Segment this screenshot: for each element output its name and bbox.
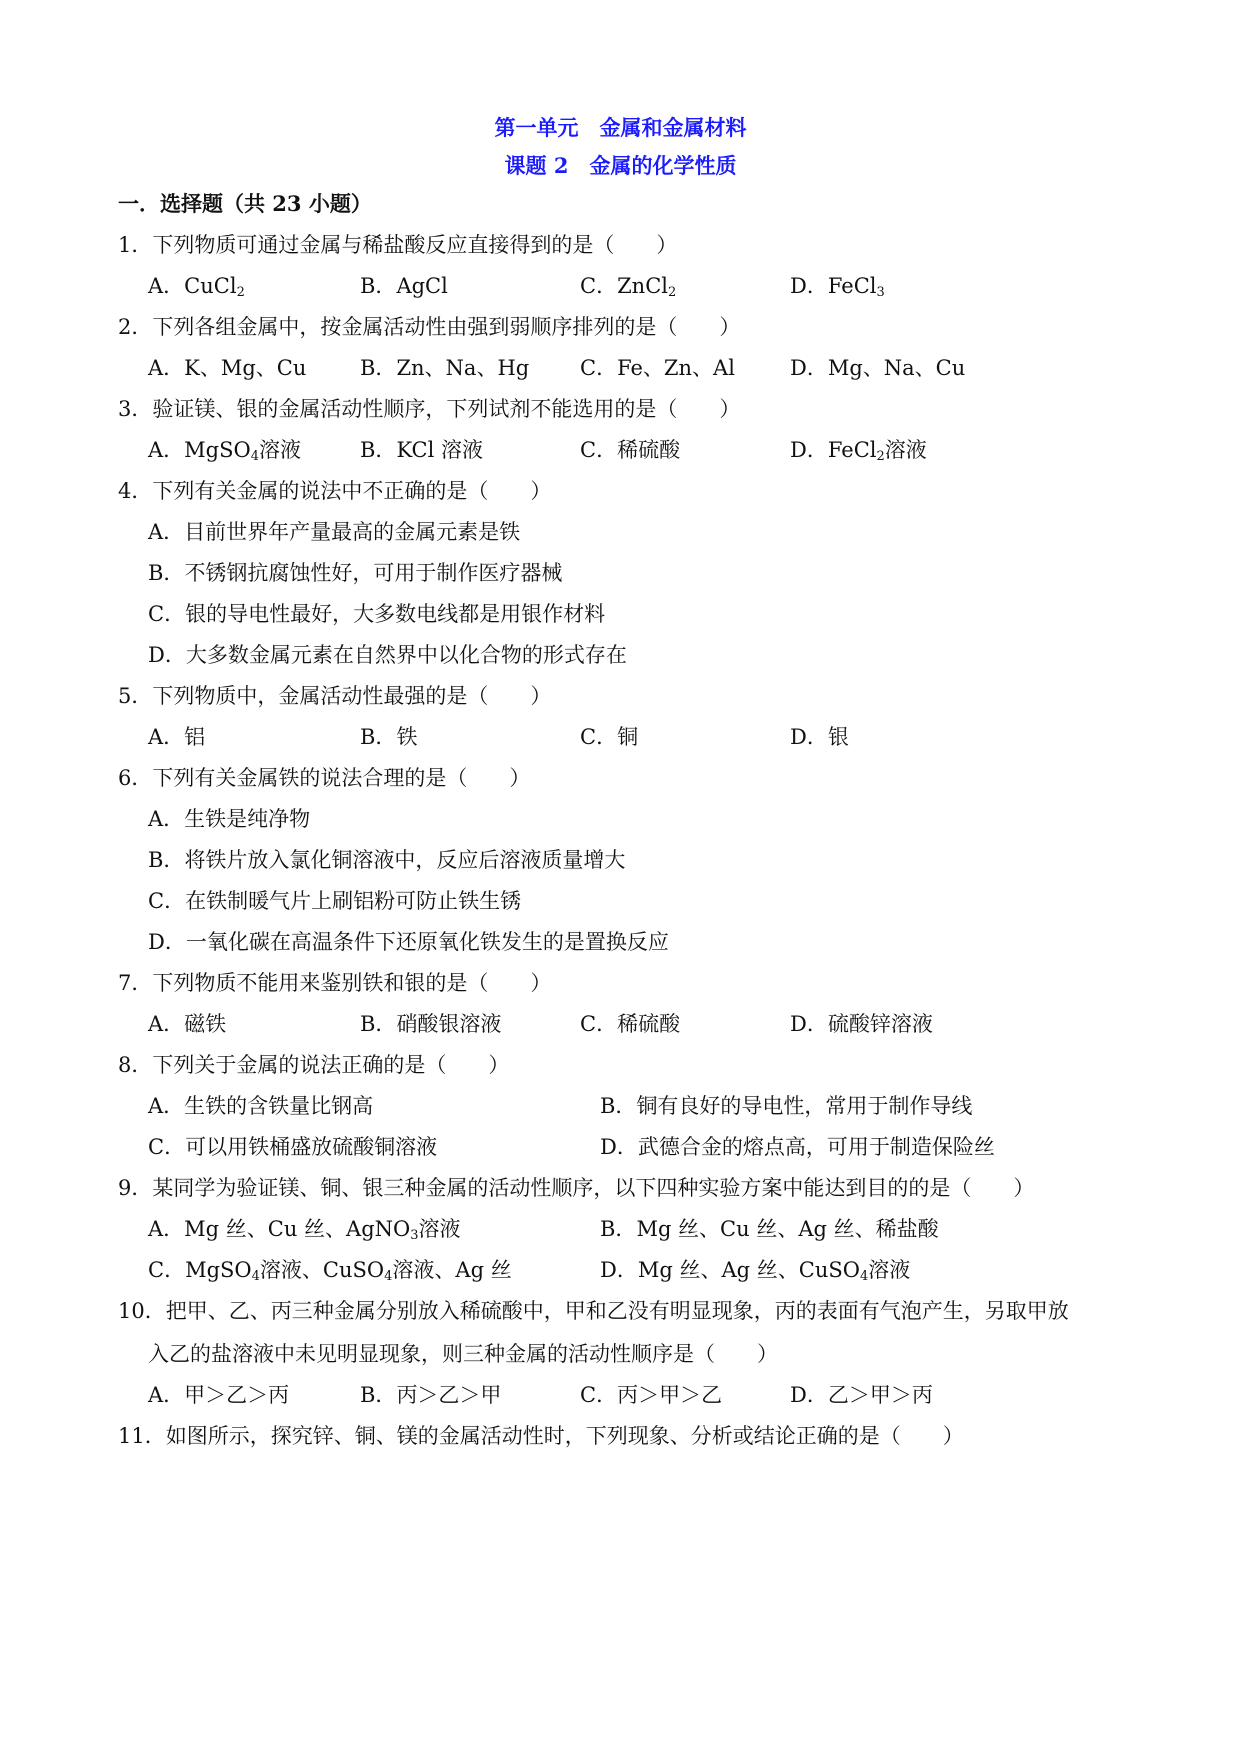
q8-option-c: C．可以用铁桶盛放硫酸铜溶液 (148, 1135, 438, 1159)
q6-option-d: D．一氧化碳在高温条件下还原氧化铁发生的是置换反应 (148, 930, 669, 954)
q8-option-a: A．生铁的含铁量比钢高 (148, 1094, 374, 1118)
q10-option-c: C．丙＞甲＞乙 (580, 1383, 723, 1407)
q2-option-a: A．K、Mg、Cu (148, 356, 307, 380)
q1-option-a: A．CuCl$_2$ (148, 274, 245, 300)
q3-option-b: B．KCl 溶液 (360, 438, 484, 462)
question-8-stem: 8．下列关于金属的说法正确的是（ ） (118, 1053, 510, 1077)
q3-option-a: A．MgSO$_4$溶液 (148, 438, 302, 464)
q4-option-a: A．目前世界年产量最高的金属元素是铁 (148, 520, 521, 544)
q1-option-b: B．AgCl (360, 274, 448, 298)
q8-option-b: B．铜有良好的导电性，常用于制作导线 (600, 1094, 973, 1118)
q4-option-c: C．银的导电性最好，大多数电线都是用银作材料 (148, 602, 606, 626)
q2-option-b: B．Zn、Na、Hg (360, 356, 530, 380)
q7-option-b: B．硝酸银溶液 (360, 1012, 502, 1036)
q10-option-d: D．乙＞甲＞丙 (790, 1383, 933, 1407)
question-3-stem: 3．验证镁、银的金属活动性顺序，下列试剂不能选用的是（ ） (118, 397, 741, 421)
q6-option-a: A．生铁是纯净物 (148, 807, 311, 831)
lesson-title: 课题 2 金属的化学性质 (504, 153, 737, 178)
q2-option-d: D．Mg、Na、Cu (790, 356, 966, 380)
q5-option-c: C．铜 (580, 725, 639, 749)
q8-option-d: D．武德合金的熔点高，可用于制造保险丝 (600, 1135, 995, 1159)
question-9-stem: 9．某同学为验证镁、铜、银三种金属的活动性顺序，以下四种实验方案中能达到目的的是（ ） (118, 1176, 1035, 1200)
q6-option-c: C．在铁制暖气片上刷铝粉可防止铁生锈 (148, 889, 522, 913)
q4-option-d: D．大多数金属元素在自然界中以化合物的形式存在 (148, 643, 627, 667)
question-4-stem: 4．下列有关金属的说法中不正确的是（ ） (118, 479, 552, 503)
q5-option-a: A．铝 (148, 725, 206, 749)
q10-option-a: A．甲＞乙＞丙 (148, 1383, 290, 1407)
q4-option-b: B．不锈钢抗腐蚀性好，可用于制作医疗器械 (148, 561, 563, 585)
question-7-stem: 7．下列物质不能用来鉴别铁和银的是（ ） (118, 971, 552, 995)
question-5-stem: 5．下列物质中，金属活动性最强的是（ ） (118, 684, 552, 708)
unit-title: 第一单元 金属和金属材料 (494, 115, 747, 140)
q3-option-d: D．FeCl$_2$溶液 (790, 438, 927, 464)
q9-option-d: D．Mg 丝、Ag 丝、CuSO$_4$溶液 (600, 1258, 911, 1284)
q5-option-b: B．铁 (360, 725, 418, 749)
question-10-stem: 10．把甲、乙、丙三种金属分别放入稀硫酸中，甲和乙没有明显现象，丙的表面有气泡产生，另取甲放 (118, 1299, 1069, 1323)
q9-option-b: B．Mg 丝、Cu 丝、Ag 丝、稀盐酸 (600, 1217, 939, 1241)
q1-option-d: D．FeCl$_3$ (790, 274, 885, 300)
q1-option-c: C．ZnCl$_2$ (580, 274, 677, 300)
q6-option-b: B．将铁片放入氯化铜溶液中，反应后溶液质量增大 (148, 848, 626, 872)
question-10-stem-cont: 入乙的盐溶液中未见明显现象，则三种金属的活动性顺序是（ ） (148, 1342, 778, 1366)
question-11-stem: 11．如图所示，探究锌、铜、镁的金属活动性时，下列现象、分析或结论正确的是（ ） (118, 1424, 964, 1448)
question-1-stem: 1．下列物质可通过金属与稀盐酸反应直接得到的是（ ） (118, 233, 678, 257)
q7-option-a: A．磁铁 (148, 1012, 227, 1036)
q7-option-c: C．稀硫酸 (580, 1012, 681, 1036)
q3-option-c: C．稀硫酸 (580, 438, 681, 462)
q9-option-a: A．Mg 丝、Cu 丝、AgNO$_3$溶液 (148, 1217, 461, 1243)
question-2-stem: 2．下列各组金属中，按金属活动性由强到弱顺序排列的是（ ） (118, 315, 741, 339)
section-heading: 一．选择题（共 23 小题） (118, 191, 372, 216)
q5-option-d: D．银 (790, 725, 849, 749)
q10-option-b: B．丙＞乙＞甲 (360, 1383, 502, 1407)
question-6-stem: 6．下列有关金属铁的说法合理的是（ ） (118, 766, 531, 790)
q2-option-c: C．Fe、Zn、Al (580, 356, 735, 380)
q7-option-d: D．硫酸锌溶液 (790, 1012, 933, 1036)
q9-option-c: C．MgSO$_4$溶液、CuSO$_4$溶液、Ag 丝 (148, 1258, 512, 1284)
